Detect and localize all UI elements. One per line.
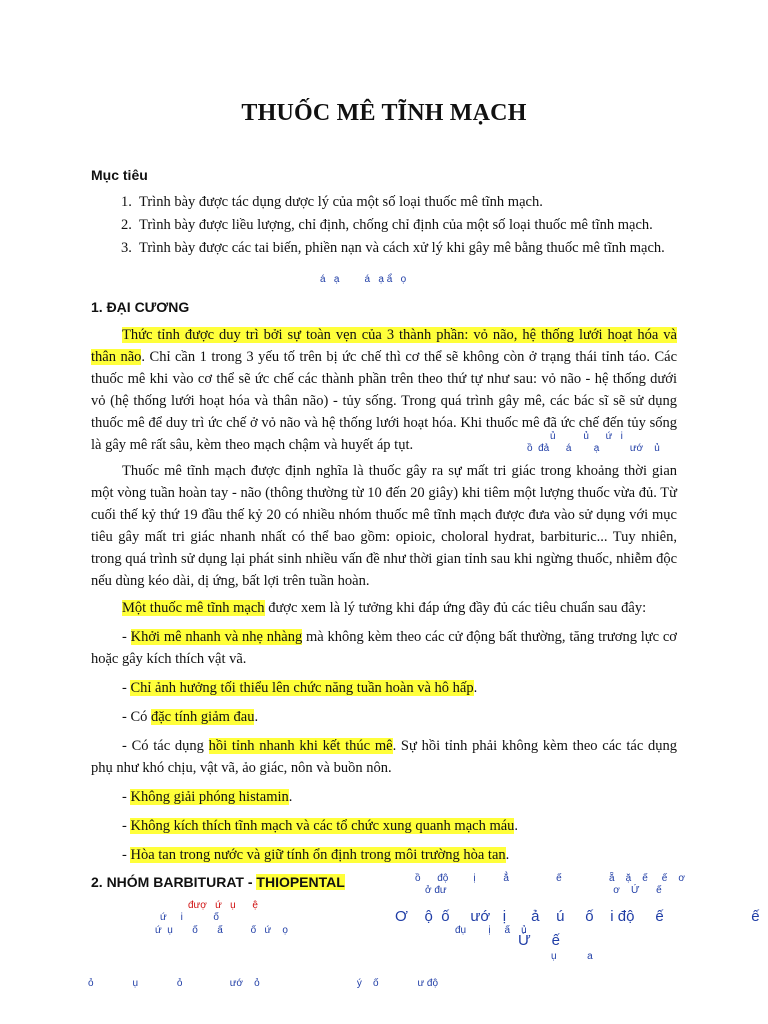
highlight: Khởi mê nhanh và nhẹ nhàng — [130, 629, 303, 645]
criterion-item: - Có đặc tính giảm đau. — [122, 709, 259, 725]
stray-glyphs: Ứ ế — [518, 932, 560, 949]
objective-item: 2. Trình bày được liều lượng, chỉ định, chống chỉ định của một số loại thuốc mê tĩnh mạch. — [121, 217, 653, 233]
highlight: Không kích thích tĩnh mạch và các tổ chức xung quanh mạch máu — [130, 818, 515, 834]
section-1-paragraph-1: Thức tỉnh được duy trì bởi sự toàn vẹn của 3 thành phần: vỏ não, hệ thống lưới hoạt hóa và thân não. Chỉ cần 1 trong 3 yếu tố trên bị ức chế thì cơ thể sẽ không còn ở trạng thái tỉnh táo. Các thuốc mê khi vào cơ thể sẽ ức chế các thành phần trên theo thứ tự như sau: vỏ não - hệ thống dưới vỏ (hệ thống lưới hoạt hóa và thân não) - tủy sống. Trong quá trình gây mê, các bác sĩ sẽ sử dụng thuốc mê để duy trì ức chế ở vỏ não và hệ thống lưới hoạt hóa. Khi thuốc mê đã ức chế đến tủy sống là gây mê rất sâu, kèm theo mạch chậm và huyết áp tụt. — [91, 327, 677, 453]
criterion-item: - Không kích thích tĩnh mạch và các tổ chức xung quanh mạch máu. — [122, 818, 519, 834]
section-1-heading: 1. ĐẠI CƯƠNG — [91, 299, 190, 315]
criterion-item: - Khởi mê nhanh và nhẹ nhàng mà không kèm theo các cử động bất thường, tăng trương lực cơ hoặc gây kích thích vật vã. — [91, 629, 677, 667]
stray-glyphs: ỏ ụ ỏ ướ ỏ ý ố ư độ — [88, 978, 439, 989]
stray-glyphs: ụ a — [551, 951, 593, 962]
stray-glyphs: ứ ụ ố ấ ố ứ ọ — [155, 925, 288, 936]
highlight: Chỉ ảnh hưởng tối thiểu lên chức năng tuần hoàn và hô hấp — [130, 680, 474, 696]
stray-glyphs: á ạ á ạ ẩ ọ — [320, 274, 407, 285]
stray-glyphs: ủ ủ ứ i — [550, 431, 623, 442]
criterion-item: - Chỉ ảnh hưởng tối thiểu lên chức năng tuần hoàn và hô hấp. — [122, 680, 478, 696]
section-1-paragraph-3: Một thuốc mê tĩnh mạch được xem là lý tưởng khi đáp ứng đầy đủ các tiêu chuẩn sau đây: — [122, 600, 647, 616]
highlight: Hòa tan trong nước và giữ tính ổn định trong môi trường hòa tan — [130, 847, 506, 863]
stray-glyphs: ứ i ố — [160, 912, 219, 923]
highlight: Không giải phóng histamin — [130, 789, 289, 805]
stray-glyphs: ồ đả á ạ ướ ủ — [527, 443, 660, 454]
criterion-item: - Không giải phóng histamin. — [122, 789, 293, 805]
stray-glyphs: đụ ị ấ ủ — [455, 925, 527, 936]
section-2-heading: 2. NHÓM BARBITURAT - THIOPENTAL — [91, 874, 345, 890]
stray-glyphs: ở đư ơ Ứ ế — [425, 885, 662, 896]
objectives-heading: Mục tiêu — [91, 167, 148, 183]
highlight: đặc tính giảm đau — [151, 709, 255, 725]
criterion-item: - Hòa tan trong nước và giữ tính ổn định trong môi trường hòa tan. — [122, 847, 510, 863]
highlight: hồi tỉnh nhanh khi kết thúc mê — [208, 738, 393, 754]
highlight: Thức tỉnh được duy trì bởi sự toàn vẹn của 3 thành phần: vỏ não, hệ thống lưới hoạt hóa và thân não — [91, 327, 677, 365]
stray-glyphs: ồ độ ị ẳ ế ẵ ặ ế ế ơ — [415, 873, 685, 884]
criterion-item: - Có tác dụng hồi tỉnh nhanh khi kết thúc mê. Sự hồi tỉnh phải không kèm theo các tác dụng phụ như khó chịu, vật vã, ảo giác, nôn và buồn nôn. — [91, 738, 678, 776]
document-title: THUỐC MÊ TĨNH MẠCH — [241, 100, 527, 126]
highlight: Một thuốc mê tĩnh mạch — [122, 600, 265, 616]
objective-item: 3. Trình bày được các tai biến, phiền nạn và cách xử lý khi gây mê bằng thuốc mê tĩnh mạch. — [121, 240, 665, 256]
stray-glyphs: Ơ ộ ố ướ ị ả ú ố i độ ế ế — [395, 908, 760, 925]
objective-item: 1. Trình bày được tác dụng dược lý của một số loại thuốc mê tĩnh mạch. — [121, 194, 543, 210]
objectives-list — [91, 192, 677, 261]
highlight: THIOPENTAL — [256, 874, 345, 890]
stray-glyphs: đượ ứ ụ ệ — [188, 900, 258, 911]
section-1-paragraph-2: Thuốc mê tĩnh mạch được định nghĩa là thuốc gây ra sự mất tri giác trong khoảng thời gian một vòng tuần hoàn tay - não (thông thường từ 10 đến 20 giây) khi tiêm một lượng thuốc vừa đủ. Từ cuối thế kỷ thứ 19 đầu thế kỷ 20 có nhiều nhóm thuốc mê tĩnh mạch được đưa vào sử dụng với mục tiêu gây mất tri giác nhanh nhất có thể bao gồm: opioic, choloral hydrat, barbituric... Tuy nhiên, trong quá trình sử dụng lại phát sinh nhiều vấn đề như thời gian tỉnh sau khi ngừng thuốc, nhiễm độc nếu dùng kéo dài, dị ứng, bất lợi trên tuần hoàn. — [91, 463, 677, 589]
